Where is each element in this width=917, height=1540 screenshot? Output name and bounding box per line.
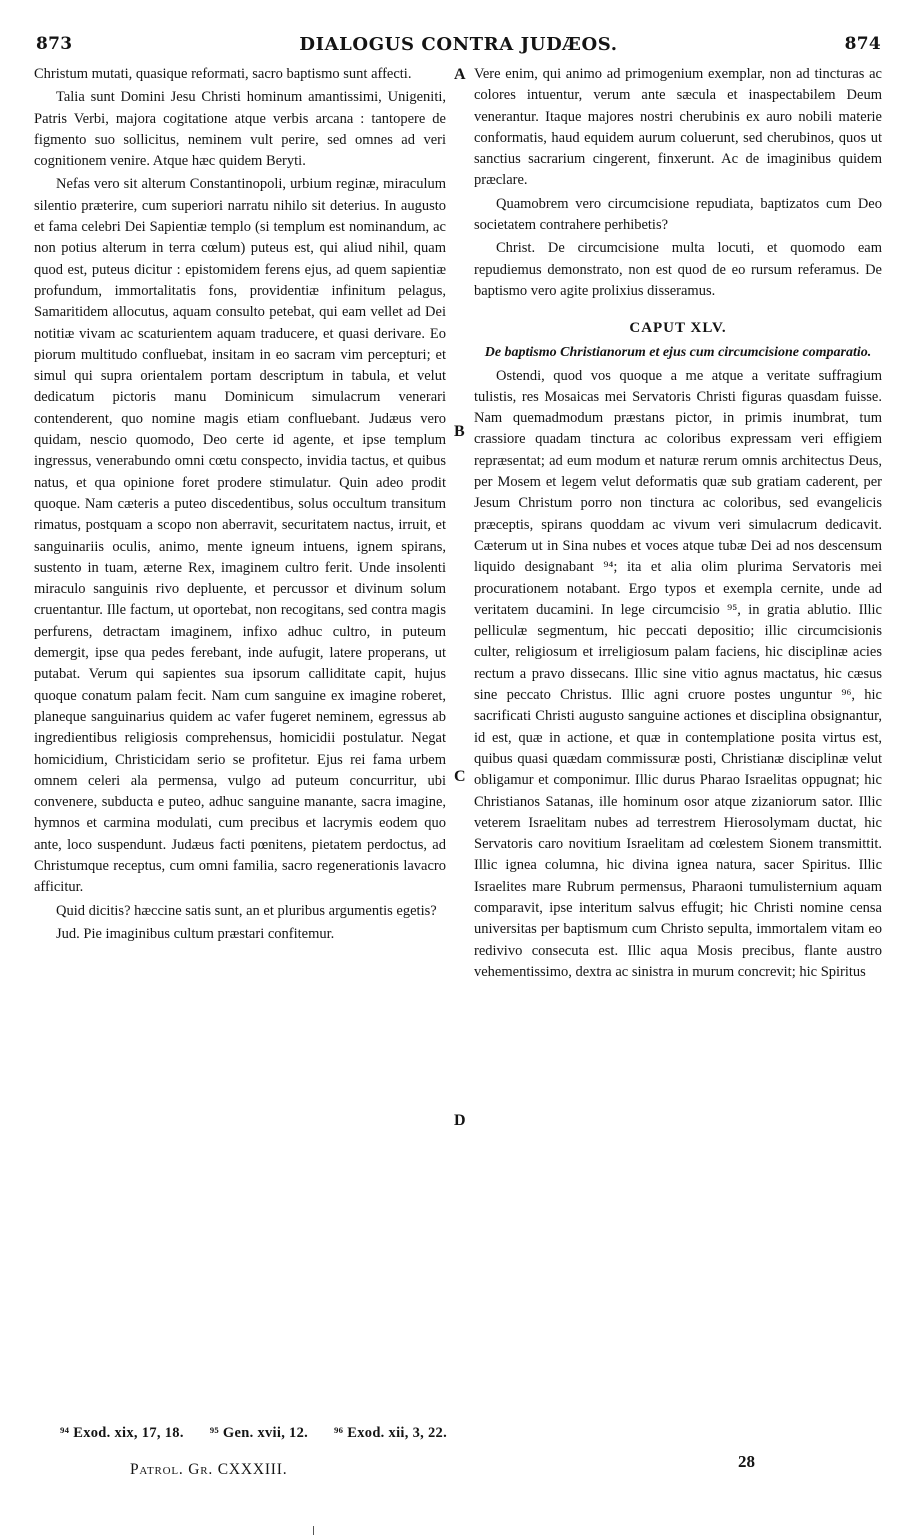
signature-number: 28 (738, 1452, 755, 1471)
footnotes (60, 1425, 760, 1442)
page-number-right: 874 (844, 34, 881, 54)
chapter-subtitle: De baptismo Christianorum et ejus cum circumcisione comparatio. (484, 344, 872, 360)
paragraph: Christ. De circumcisione multa locuti, et quomodo eam repudiemus demonstrato, non est quod de eo rursum referamus. De baptismo vero agite prolixius disseramus. (474, 240, 882, 299)
paragraph: Talia sunt Domini Jesu Christi hominum amantissimi, Unigeniti, Patris Verbi, majora cogitatione atque verbis arcana : tantopere de figmento suo sollicitus, neminem vult perire, sed omnes ad veri cognitionem venire. Atque hæc quidem Beryti. (34, 89, 446, 170)
footnote: ⁹⁶ Exod. xii, 3, 22. (334, 1425, 448, 1441)
paragraph: Nefas vero sit alterum Constantinopoli, urbium reginæ, miraculum silentio præterire, cum superiori narratu nihilo sit deterius. In augusto et fama celebri Dei Sapientiæ templo (si templum est nominandum, ac non potius alterum in terra cœlum) puteus est, qui aliud nihil, quam quod est, puteus dicitur : epistomidem ferens ejus, ad quem sapientiæ profundum, immortalitatis fons, providentiæ infinitum pelagus, Samaritidem allocutus, aquam consulto petebat, qui eam vellet ad Dei notitiæ vivam ac scaturientem aquam traducere, et quasi derivare. Eo piorum multitudo confluebat, insitam in eo sacram vim percepturi; et simul qui supra orientalem portam descriptum in tabula, et velut dedicatum pictoris manu Dominicum simulacrum venerari contenderent, quo nomine magis etiam confluebant. Judæus vero quidam, nescio quomodo, Deo certe id agente, et ipse templum ingressus, venerabundo omni cœtu conspecto, invidia tactus, et quibus natus, et qua opinione foret prodere stimulatur. Quin adeo prodit quoque. Nam cæteris a puteo discedentibus, solus occultum transitum rimatus, postquam a scopo non aberravit, securitatem nactus, irruit, et sanguinariis oculis, animo, mente igneum intuens, ignem spirans, sustento in tuam, æterne Rex, imaginem cultro ferit. Unde insolenti miraculo sanguinis rivo depluente, et percussor et divinum solum cruentantur. Ille factum, ut oportebat, non recogitans, sed contra magis perfurens, detractam imaginem, infixo adhuc cultro, in puteum demergit, ipse qua pedes ferebant, inde aufugit, latere properans, ut putabat. Verum qui sapientes sua ipsorum calliditate capit, hujus quoque conatum palam fecit. Nam cum sanguine ex imagine roberet, planeque sanguinarius quidem ac vafer fugeret neminem, egressus ab ingredientibus religiosis comprehensus, homicidii postulatur. Negat homicidium, Christicidam serio se profitetur. Ejus rei fama urbem omnem celeri ala permensa, vulgo ad puteum concurritur, ubi convenere, subducta e puteo, adhuc sanguine manante, sacra imagine, hymnos et carmina modulati, cum precibus et lacrymis eodem quo ante, loco suspendunt. Judæus facti pœnitens, pietatem perdoctus, ad Christumque receptus, cum omni familia, sacro regenerationis lavacro afficitur. (34, 176, 446, 896)
page-number-left: 873 (36, 34, 73, 54)
scan-speck (313, 1526, 314, 1535)
left-column (34, 64, 446, 945)
paragraph: Vere enim, qui animo ad primogenium exemplar, non ad tincturas ac colores intuentur, verum ante sæcula et inaspectabilem Deum venerantur. Itaque majores nostri cherubinis ex auro nobili materie conformatis, haud equidem aurum coluerunt, sed cherubinos, quos ut sanctius sacrarium cingerent, finxerunt. Ac de imaginibus quidem præclare. (474, 66, 882, 189)
footnote: ⁹⁴ Exod. xix, 17, 18. (60, 1425, 184, 1441)
margin-letter-d: D (454, 1112, 466, 1129)
paragraph: Christum mutati, quasique reformati, sacro baptismo sunt affecti. (34, 66, 412, 82)
running-header (36, 34, 881, 58)
margin-letter-c: C (454, 768, 466, 785)
paragraph: Jud. Pie imaginibus cultum præstari confitemur. (56, 925, 335, 942)
margin-letter-b: B (454, 423, 465, 440)
footnote: ⁹⁵ Gen. xvii, 12. (209, 1425, 309, 1441)
right-column (474, 64, 882, 983)
paragraph: Quid dicitis? hæccine satis sunt, an et pluribus argumentis egetis? (56, 902, 437, 919)
chapter-heading: CAPUT XLV. (629, 320, 727, 337)
paragraph: Quamobrem vero circumcisione repudiata, baptizatos cum Deo societatem contrahere perhibetis? (474, 195, 882, 234)
margin-letter-a: A (454, 66, 466, 83)
paragraph: Ostendi, quod vos quoque a me atque a veritate suffragium tulistis, res Mosaicas mei Servatoris Christi figuras quasdam fuisse. Nam quemadmodum præstans pictor, in primis inumbrat, tum crassiore quadam tinctura ac coloribus expressam veri effigiem repræsentat; ad eum modum et naturæ rerum omnis architectus Deus, per Mosem et legem velut deformatis quæ sub gratiam caderent, per Jesum Christum porro non tinctura ac coloribus, sed evangelicis præceptis, spirans quoddam ac vivum veri simulacrum dedicavit. Cæterum ut in Sina nubes et voces atque tubæ Dei ad nos descensum liquido designabant ⁹⁴; ita et alia olim plurima Servatoris mei procurationem notabant. Ergo typos et exempla cernite, unde ad veritatem ducamini. In lege circumcisio ⁹⁵, in gratia ablutio. Illic pelliculæ segmentum, hic peccati depositio; illic circumcisionis culter, religiosum et irreligiosum palam faciens, hic disciplinæ acies rectum a pravo dissecans. Illic sine vitio agnus mactatus, hic cæsus sine peccato Christus. Illic agni cruore postes unguntur ⁹⁶, hic sacrificati Christi augusto sanguine actiones et disciplina obsignantur, id est, quæ in actione, et quæ in contemplatione posita virtus est, quibus quasi quædam commissuræ posti, Christianæ disciplinæ velut obligamur et componimur. Illic durus Pharao Israelitas oppugnat; hic Christianos Satanas, ille hominum osor atque zizaniorum sator. Illic veterem Israelitam nubes ad terrestrem Hierosolymam ductat, hic Servatoris caro novitium Israelitam ad cœlestem Sionem transmittit. Illic ignea columna, hic divina ignea natura, sacer Spiritus. Illic Israelites mare Rubrum permensus, Pharaoni tumulisternium aquam comparavit, ipse interitum salvus effugit; hic Christi nomine censa universitas per baptismum cum Christo sepulta, immortalem vitam eo redivivo consecuta est. Illic aqua Mosis precibus, flante austro vehementissimo, dextra ac sinistra in murum concrevit; hic Spiritus (474, 367, 882, 980)
signature-line: Patrol. Gr. CXXXIII. (130, 1461, 288, 1478)
running-title: DIALOGUS CONTRA JUDÆOS. (299, 34, 618, 55)
